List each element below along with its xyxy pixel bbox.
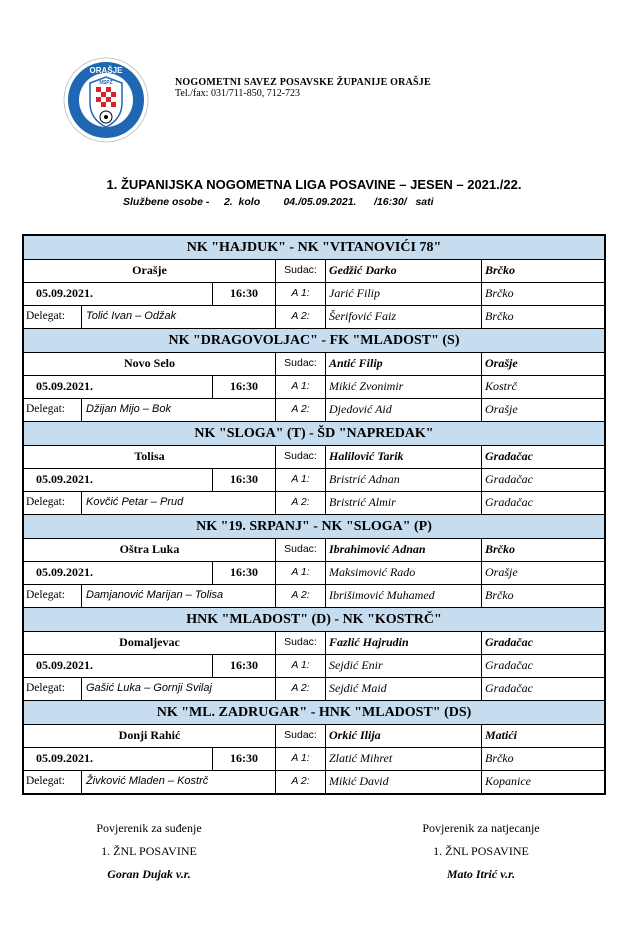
assistant-1-name: Jarić Filip <box>326 283 482 305</box>
venue-row <box>24 446 604 469</box>
assistant-2-city: Gradačac <box>485 495 533 509</box>
assistant-1-city: Orašje <box>485 565 518 579</box>
assistant-1-label: A 1: <box>276 469 326 491</box>
delegate-name: Živković Mladen – Kostrč <box>82 771 276 793</box>
commissioner-league: 1. ŽNL POSAVINE <box>433 844 529 858</box>
assistant-2-city: Orašje <box>485 402 518 416</box>
match-block <box>24 236 604 328</box>
date-row <box>24 655 604 678</box>
delegate-label: Delegat: <box>24 399 82 421</box>
assistant-1-label: A 1: <box>276 562 326 584</box>
assistant-2-name: Ibrišimović Muhamed <box>326 585 482 607</box>
delegate-row <box>24 585 604 607</box>
match-teams: NK "SLOGA" (T) - ŠD "NAPREDAK" <box>24 421 604 446</box>
federation-logo <box>63 57 149 143</box>
match-date: 05.09.2021. <box>24 469 213 491</box>
assistant-2-label: A 2: <box>276 585 326 607</box>
assistant-1-label: A 1: <box>276 655 326 677</box>
referee-name: Orkić Ilija <box>326 725 482 747</box>
match-time: 16:30 <box>213 376 276 398</box>
delegate-label: Delegat: <box>24 306 82 328</box>
assistant-1-name: Sejdić Enir <box>326 655 482 677</box>
assistant-1-label: A 1: <box>276 748 326 770</box>
assistant-2-label: A 2: <box>276 306 326 328</box>
organization-phone: Tel./fax: 031/711-850, 712-723 <box>175 88 301 99</box>
match-venue: Donji Rahić <box>24 725 276 747</box>
match-teams: NK "19. SRPANJ" - NK "SLOGA" (P) <box>24 514 604 539</box>
assistant-1-city: Brčko <box>485 751 514 765</box>
assistant-2-name: Sejdić Maid <box>326 678 482 700</box>
referee-label: Sudac: <box>276 260 326 282</box>
delegate-name: Kovčić Petar – Prud <box>82 492 276 514</box>
fixtures-table <box>22 234 606 795</box>
delegate-row <box>24 306 604 328</box>
assistant-1-name: Bristrić Adnan <box>326 469 482 491</box>
assistant-1-city: Brčko <box>485 286 514 300</box>
delegate-name: Damjanović Marijan – Tolisa <box>82 585 276 607</box>
referee-city: Brčko <box>485 263 515 277</box>
date-row <box>24 376 604 399</box>
assistant-2-label: A 2: <box>276 771 326 793</box>
match-block <box>24 700 604 793</box>
match-block <box>24 514 604 607</box>
venue-row <box>24 632 604 655</box>
referee-label: Sudac: <box>276 353 326 375</box>
date-row <box>24 283 604 306</box>
referee-city: Matići <box>485 728 517 742</box>
organization-block <box>175 77 431 99</box>
delegate-row <box>24 492 604 514</box>
match-teams: NK "DRAGOVOLJAC" - FK "MLADOST" (S) <box>24 328 604 353</box>
assistant-1-city: Kostrč <box>485 379 518 393</box>
referee-label: Sudac: <box>276 539 326 561</box>
delegate-row <box>24 399 604 421</box>
referee-label: Sudac: <box>276 725 326 747</box>
league-title: 1. ŽUPANIJSKA NOGOMETNA LIGA POSAVINE – JESEN – 2021./22. <box>106 177 522 192</box>
date-row <box>24 748 604 771</box>
match-venue: Oštra Luka <box>24 539 276 561</box>
commissioner-role: Povjerenik za suđenje <box>96 821 202 835</box>
time-unit: sati <box>415 196 434 208</box>
referee-city: Gradačac <box>485 635 533 649</box>
delegate-label: Delegat: <box>24 678 82 700</box>
match-teams: HNK "MLADOST" (D) - NK "KOSTRČ" <box>24 607 604 632</box>
footer-referee-commissioner <box>66 817 232 886</box>
referee-name: Antić Filip <box>326 353 482 375</box>
match-date: 05.09.2021. <box>24 283 213 305</box>
delegate-label: Delegat: <box>24 492 82 514</box>
officials-label: Službene osobe - <box>123 196 210 208</box>
commissioner-signature: Mato Itrić v.r. <box>446 867 516 881</box>
assistant-2-label: A 2: <box>276 492 326 514</box>
referee-label: Sudac: <box>276 446 326 468</box>
match-teams: NK "ML. ZADRUGAR" - HNK "MLADOST" (DS) <box>24 700 604 725</box>
match-venue: Tolisa <box>24 446 276 468</box>
delegate-name: Tolić Ivan – Odžak <box>82 306 276 328</box>
officials-line <box>123 196 434 208</box>
match-date: 05.09.2021. <box>24 376 213 398</box>
referee-city: Brčko <box>485 542 515 556</box>
delegate-label: Delegat: <box>24 585 82 607</box>
assistant-2-label: A 2: <box>276 678 326 700</box>
assistant-2-city: Brčko <box>485 588 514 602</box>
referee-name: Gedžić Darko <box>326 260 482 282</box>
venue-row <box>24 725 604 748</box>
assistant-2-name: Mikić David <box>326 771 482 793</box>
assistant-1-city: Gradačac <box>485 658 533 672</box>
commissioner-role: Povjerenik za natjecanje <box>422 821 540 835</box>
referee-name: Halilović Tarik <box>326 446 482 468</box>
match-time: 16:30 <box>213 748 276 770</box>
assistant-2-name: Šerifović Faiz <box>326 306 482 328</box>
organization-name: NOGOMETNI SAVEZ POSAVSKE ŽUPANIJE ORAŠJE <box>175 77 431 88</box>
venue-row <box>24 539 604 562</box>
assistant-1-name: Zlatić Mihret <box>326 748 482 770</box>
commissioner-signature: Goran Dujak v.r. <box>107 867 191 881</box>
referee-name: Fazlić Hajrudin <box>326 632 482 654</box>
commissioner-league: 1. ŽNL POSAVINE <box>101 844 197 858</box>
assistant-2-label: A 2: <box>276 399 326 421</box>
assistant-2-city: Brčko <box>485 309 514 323</box>
match-dates: 04./05.09.2021. <box>283 196 357 208</box>
date-row <box>24 562 604 585</box>
footer-competition-commissioner <box>386 817 576 886</box>
date-row <box>24 469 604 492</box>
round-label: 2. kolo <box>223 196 261 208</box>
match-venue: Orašje <box>24 260 276 282</box>
delegate-label: Delegat: <box>24 771 82 793</box>
logo-initials: NSPŽ <box>99 80 113 86</box>
referee-name: Ibrahimović Adnan <box>326 539 482 561</box>
assistant-2-name: Djedović Aid <box>326 399 482 421</box>
kickoff-time: /16:30/ <box>373 196 407 208</box>
assistant-1-name: Maksimović Rado <box>326 562 482 584</box>
match-date: 05.09.2021. <box>24 655 213 677</box>
match-date: 05.09.2021. <box>24 562 213 584</box>
assistant-1-name: Mikić Zvonimir <box>326 376 482 398</box>
delegate-row <box>24 678 604 700</box>
match-time: 16:30 <box>213 562 276 584</box>
logo-text: ORAŠJE <box>89 66 123 75</box>
match-block <box>24 421 604 514</box>
referee-label: Sudac: <box>276 632 326 654</box>
match-date: 05.09.2021. <box>24 748 213 770</box>
delegate-name: Džijan Mijo – Bok <box>82 399 276 421</box>
assistant-1-city: Gradačac <box>485 472 533 486</box>
venue-row <box>24 353 604 376</box>
match-teams: NK "HAJDUK" - NK "VITANOVIĆI 78" <box>24 236 604 260</box>
match-time: 16:30 <box>213 655 276 677</box>
match-venue: Domaljevac <box>24 632 276 654</box>
delegate-name: Gašić Luka – Gornji Svilaj <box>82 678 276 700</box>
match-block <box>24 607 604 700</box>
assistant-1-label: A 1: <box>276 283 326 305</box>
assistant-2-name: Bristrić Almir <box>326 492 482 514</box>
referee-city: Orašje <box>485 356 518 370</box>
match-venue: Novo Selo <box>24 353 276 375</box>
assistant-2-city: Gradačac <box>485 681 533 695</box>
assistant-1-label: A 1: <box>276 376 326 398</box>
referee-city: Gradačac <box>485 449 533 463</box>
delegate-row <box>24 771 604 793</box>
match-time: 16:30 <box>213 283 276 305</box>
assistant-2-city: Kopanice <box>485 774 531 788</box>
venue-row <box>24 260 604 283</box>
match-block <box>24 328 604 421</box>
match-time: 16:30 <box>213 469 276 491</box>
